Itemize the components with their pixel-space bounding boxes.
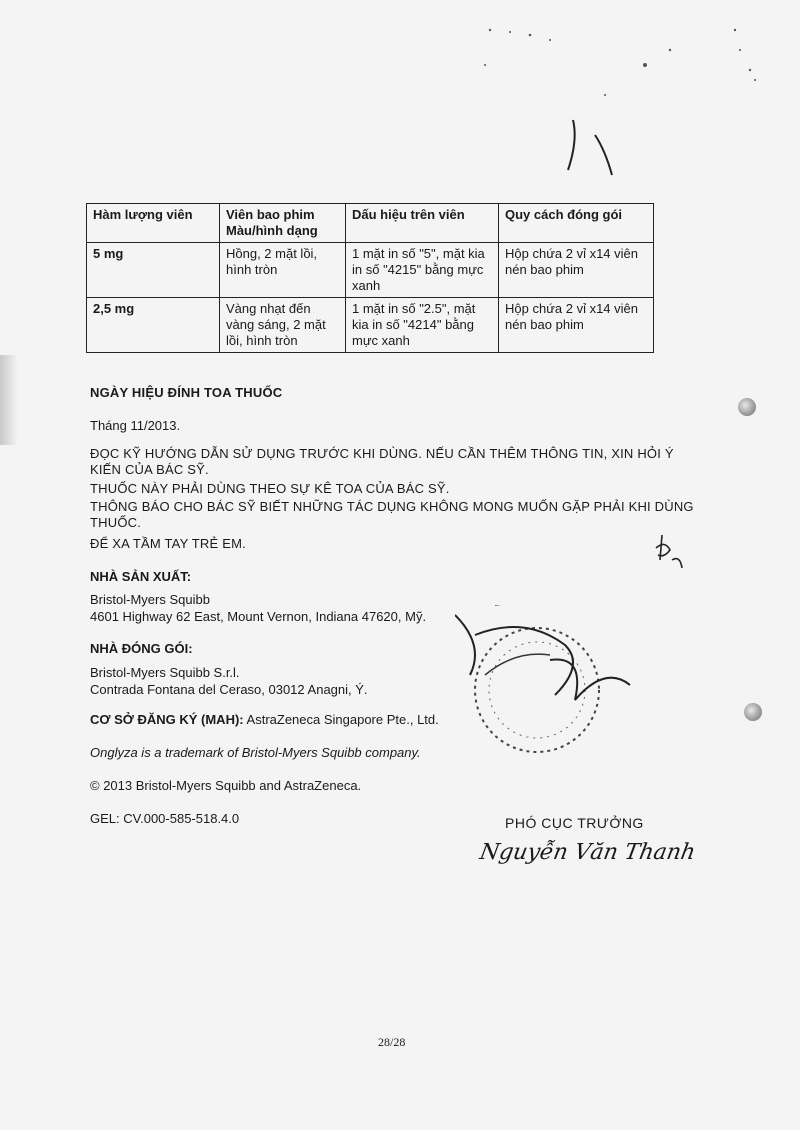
cell-packaging: Hộp chứa 2 vỉ x14 viên nén bao phim <box>499 243 654 298</box>
header-strength: Hàm lượng viên <box>87 204 220 243</box>
scan-edge-shadow <box>0 355 18 445</box>
mah-label: CƠ SỞ ĐĂNG KÝ (MAH): <box>90 712 244 727</box>
scan-specks <box>440 10 780 190</box>
official-stamp <box>455 605 635 775</box>
cell-packaging: Hộp chứa 2 vỉ x14 viên nén bao phim <box>499 298 654 353</box>
table-header-row <box>87 204 654 243</box>
packager-heading: NHÀ ĐÓNG GÓI: <box>90 641 193 656</box>
trademark-note: Onglyza is a trademark of Bristol-Myers Squibb company. <box>90 745 421 760</box>
warning-line-4: ĐỂ XA TẦM TAY TRẺ EM. <box>90 536 246 551</box>
mah-value: AstraZeneca Singapore Pte., Ltd. <box>246 712 439 727</box>
cell-dose: 5 mg <box>87 243 220 298</box>
cell-shape: Hồng, 2 mặt lồi, hình tròn <box>220 243 346 298</box>
header-packaging: Quy cách đóng gói <box>499 204 654 243</box>
signature-title: PHÓ CỤC TRƯỞNG <box>505 815 644 831</box>
packager-name: Bristol-Myers Squibb S.r.l. <box>90 665 240 680</box>
cell-marking: 1 mặt in số "2.5", mặt kia in số "4214" bằng mực xanh <box>346 298 499 353</box>
warning-line-2: THUỐC NÀY PHẢI DÙNG THEO SỰ KÊ TOA CỦA BÁC SỸ. <box>90 481 450 496</box>
cell-marking: 1 mặt in số "5", mặt kia in số "4215" bằng mực xanh <box>346 243 499 298</box>
revision-heading: NGÀY HIỆU ĐÍNH TOA THUỐC <box>90 385 283 400</box>
header-marking: Dấu hiệu trên viên <box>346 204 499 243</box>
margin-initials <box>650 530 690 575</box>
cell-dose: 2,5 mg <box>87 298 220 353</box>
table-row <box>87 298 654 353</box>
punch-hole <box>738 398 756 416</box>
warning-line-3: THÔNG BÁO CHO BÁC SỸ BIẾT NHỮNG TÁC DỤNG KHÔNG MONG MUỐN GẶP PHẢI KHI DÙNG THUỐC. <box>90 499 694 530</box>
signature-name: Nguyễn Văn Thanh <box>477 840 698 865</box>
cell-shape: Vàng nhạt đến vàng sáng, 2 mặt lồi, hình tròn <box>220 298 346 353</box>
gel-code: GEL: CV.000-585-518.4.0 <box>90 811 240 826</box>
mah-line <box>90 712 439 728</box>
table-row <box>87 243 654 298</box>
manufacturer-address: 4601 Highway 62 East, Mount Vernon, Indiana 47620, Mỹ. <box>90 609 427 624</box>
page-number: 28/28 <box>378 1035 406 1049</box>
manufacturer-name: Bristol-Myers Squibb <box>90 592 210 607</box>
dosage-table <box>86 203 654 353</box>
packager-address: Contrada Fontana del Ceraso, 03012 Anagni, Ý. <box>90 682 368 697</box>
revision-date: Tháng 11/2013. <box>90 418 181 433</box>
copyright-note: © 2013 Bristol-Myers Squibb and AstraZeneca. <box>90 778 362 793</box>
warning-line-1: ĐỌC KỸ HƯỚNG DẪN SỬ DỤNG TRƯỚC KHI DÙNG. NẾU CẦN THÊM THÔNG TIN, XIN HỎI Ý KIẾN CỦA BÁC SỸ. <box>90 446 674 477</box>
manufacturer-heading: NHÀ SẢN XUẤT: <box>90 569 192 584</box>
header-shape: Viên bao phim Màu/hình dạng <box>220 204 346 243</box>
punch-hole <box>744 703 762 721</box>
